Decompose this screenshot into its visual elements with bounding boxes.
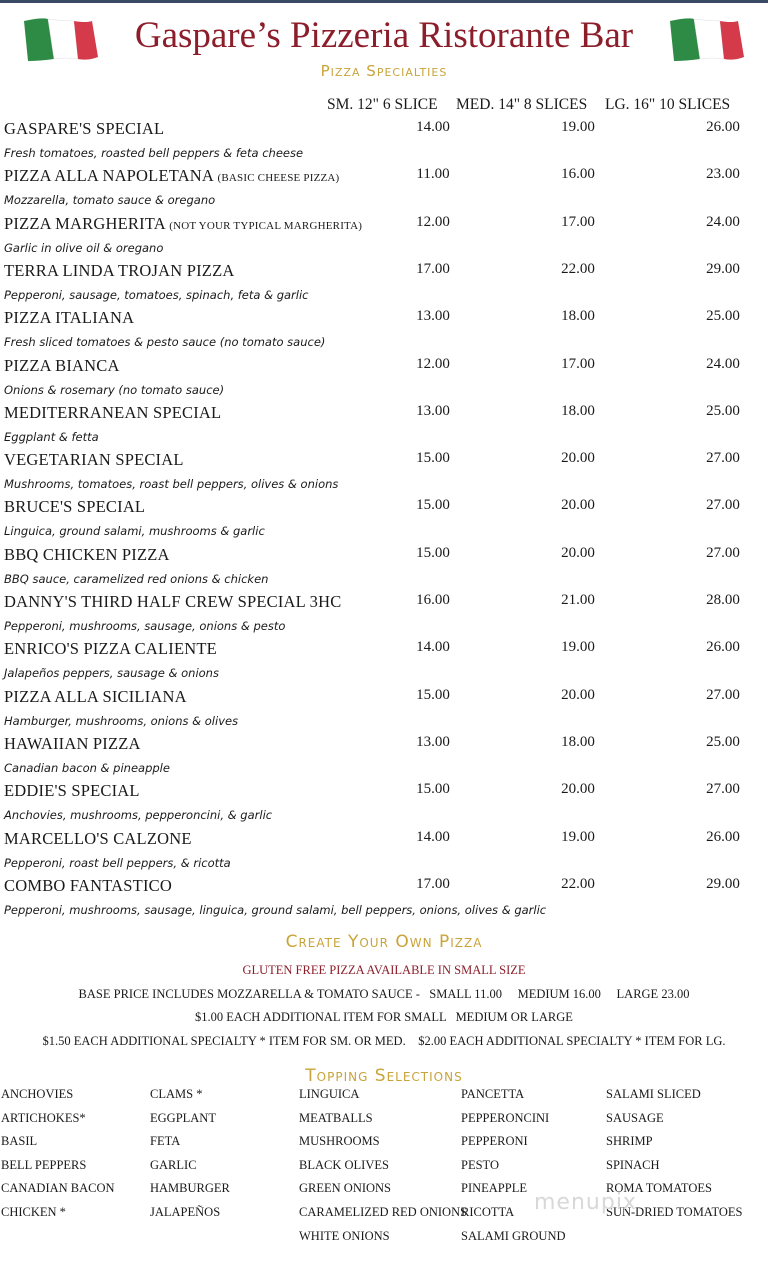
menu-item-description: Linguica, ground salami, mushrooms & garlic (4, 524, 265, 538)
menu-item-description: Onions & rosemary (no tomato sauce) (4, 383, 225, 397)
price-sm: 16.00 (416, 592, 450, 608)
menu-item-name (4, 166, 339, 186)
menu-item-note: (NOT YOUR TYPICAL MARGHERITA) (169, 220, 363, 232)
menu-item-name-text: GASPARE'S SPECIAL (4, 119, 165, 138)
topping-item: BASIL (1, 1134, 38, 1148)
price-sm: 12.00 (416, 356, 450, 372)
menu-item-row (0, 403, 768, 425)
size-header-large: LG. 16" 10 SLICES (605, 96, 731, 113)
menu-item-name-text: BRUCE'S SPECIAL (4, 497, 146, 516)
size-header-small: SM. 12" 6 SLICE (327, 96, 438, 113)
menu-item-description: Pepperoni, mushrooms, sausage, linguica, ground salami, bell peppers, onions, olives & garlic (4, 903, 547, 917)
price-med: 21.00 (561, 592, 595, 608)
menu-item-description: Hamburger, mushrooms, onions & olives (4, 714, 239, 728)
menu-item-note: (BASIC CHEESE PIZZA) (217, 172, 340, 184)
menu-item-row (0, 450, 768, 472)
price-lg: 27.00 (706, 545, 740, 561)
menu-item-description: Mushrooms, tomatoes, roast bell peppers, olives & onions (4, 477, 339, 491)
section-title-pizza-specialties: Pizza Specialties (320, 62, 448, 80)
additional-item-info: $1.00 EACH ADDITIONAL ITEM FOR SMALL MEDIUM OR LARGE (195, 1010, 573, 1024)
topping-item: HAMBURGER (150, 1181, 230, 1195)
topping-item: MEATBALLS (299, 1111, 373, 1125)
menu-item-row (0, 687, 768, 709)
topping-item: BELL PEPPERS (1, 1158, 87, 1172)
topping-item: BLACK OLIVES (299, 1158, 389, 1172)
menu-item-name-text: COMBO FANTASTICO (4, 876, 172, 895)
menu-item-name (4, 876, 172, 896)
menu-item-name-text: TERRA LINDA TROJAN PIZZA (4, 261, 235, 280)
menu-item-description: Fresh tomatoes, roasted bell peppers & feta cheese (4, 146, 304, 160)
menu-item-row (0, 592, 768, 614)
menu-item-row (0, 876, 768, 898)
menu-item-name (4, 829, 192, 849)
restaurant-title: Gaspare’s Pizzeria Ristorante Bar (134, 15, 634, 56)
menu-item-row (0, 119, 768, 141)
price-med: 19.00 (561, 639, 595, 655)
size-column-headers (0, 96, 768, 116)
menu-item-name-text: DANNY'S THIRD HALF CREW SPECIAL 3HC (4, 592, 342, 611)
topping-item: SHRIMP (606, 1134, 653, 1148)
menu-item-name (4, 356, 120, 376)
topping-item: ARTICHOKES* (1, 1111, 86, 1125)
menu-item-name-text: HAWAIIAN PIZZA (4, 734, 141, 753)
price-sm: 13.00 (416, 308, 450, 324)
topping-item: PEPPERONCINI (461, 1111, 550, 1125)
price-lg: 27.00 (706, 450, 740, 466)
menu-item-description: Mozzarella, tomato sauce & oregano (4, 193, 216, 207)
topping-item: FETA (150, 1134, 181, 1148)
menu-item-row (0, 545, 768, 567)
price-med: 16.00 (561, 166, 595, 182)
price-lg: 25.00 (706, 734, 740, 750)
price-lg: 27.00 (706, 687, 740, 703)
menu-item-row (0, 497, 768, 519)
price-sm: 15.00 (416, 545, 450, 561)
menu-item-name (4, 119, 164, 139)
size-header-medium: MED. 14" 8 SLICES (456, 96, 588, 113)
topping-item: ANCHOVIES (1, 1087, 74, 1101)
menu-item-name-text: EDDIE'S SPECIAL (4, 781, 140, 800)
menu-item-description: Garlic in olive oil & oregano (4, 241, 164, 255)
price-lg: 26.00 (706, 829, 740, 845)
gluten-free-note: GLUTEN FREE PIZZA AVAILABLE IN SMALL SIZE (242, 963, 526, 977)
topping-item: GREEN ONIONS (299, 1181, 392, 1195)
menu-item-name (4, 639, 217, 659)
topping-item: SALAMI SLICED (606, 1087, 701, 1101)
menu-item-description: Pepperoni, sausage, tomatoes, spinach, feta & garlic (4, 288, 309, 302)
price-lg: 24.00 (706, 214, 740, 230)
menu-item-name-text: MARCELLO'S CALZONE (4, 829, 192, 848)
price-med: 22.00 (561, 876, 595, 892)
price-med: 22.00 (561, 261, 595, 277)
topping-item: CANADIAN BACON (1, 1181, 115, 1195)
menu-item-row (0, 639, 768, 661)
price-sm: 12.00 (416, 214, 450, 230)
price-sm: 14.00 (416, 829, 450, 845)
menu-item-name (4, 781, 140, 801)
specialty-item-info: $1.50 EACH ADDITIONAL SPECIALTY * ITEM FOR SM. OR MED. $2.00 EACH ADDITIONAL SPECIALTY * ITEM FOR LG. (42, 1034, 726, 1048)
menu-item-name (4, 308, 134, 328)
topping-item: WHITE ONIONS (299, 1229, 390, 1243)
price-lg: 29.00 (706, 876, 740, 892)
price-sm: 15.00 (416, 781, 450, 797)
menu-item-name (4, 450, 184, 470)
menu-item-name-text: PIZZA ALLA NAPOLETANA (4, 166, 214, 185)
topping-item: PINEAPPLE (461, 1181, 527, 1195)
base-price-info: BASE PRICE INCLUDES MOZZARELLA & TOMATO SAUCE - SMALL 11.00 MEDIUM 16.00 LARGE 23.00 (78, 987, 690, 1001)
topping-item: SAUSAGE (606, 1111, 664, 1125)
price-med: 18.00 (561, 403, 595, 419)
menu-item-name (4, 734, 141, 754)
price-lg: 27.00 (706, 781, 740, 797)
menu-item-row (0, 214, 768, 236)
menu-item-description: Jalapeños peppers, sausage & onions (4, 666, 219, 680)
topping-item: CHICKEN * (1, 1205, 66, 1219)
price-sm: 13.00 (416, 403, 450, 419)
price-lg: 23.00 (706, 166, 740, 182)
menu-item-description: Eggplant & fetta (4, 430, 99, 444)
topping-item: SALAMI GROUND (461, 1229, 566, 1243)
price-sm: 17.00 (416, 876, 450, 892)
menu-item-row (0, 734, 768, 756)
menu-item-description: Fresh sliced tomatoes & pesto sauce (no tomato sauce) (4, 335, 326, 349)
price-lg: 24.00 (706, 356, 740, 372)
price-lg: 27.00 (706, 497, 740, 513)
price-sm: 15.00 (416, 687, 450, 703)
menu-item-name (4, 403, 221, 423)
menu-item-name-text: MEDITERRANEAN SPECIAL (4, 403, 222, 422)
topping-item: CLAMS * (150, 1087, 203, 1101)
topping-item: PESTO (461, 1158, 499, 1172)
menu-item-row (0, 781, 768, 803)
menu-item-name-text: ENRICO'S PIZZA CALIENTE (4, 639, 217, 658)
price-med: 20.00 (561, 545, 595, 561)
price-med: 20.00 (561, 781, 595, 797)
top-border (0, 0, 768, 3)
menu-item-name-text: PIZZA MARGHERITA (4, 214, 165, 233)
menu-item-name (4, 545, 170, 565)
price-med: 19.00 (561, 829, 595, 845)
menu-item-name (4, 592, 341, 612)
menu-item-name-text: VEGETARIAN SPECIAL (4, 450, 184, 469)
menu-item-name-text: PIZZA ALLA SICILIANA (4, 687, 187, 706)
price-med: 20.00 (561, 687, 595, 703)
price-med: 18.00 (561, 308, 595, 324)
menu-item-name (4, 497, 145, 517)
price-lg: 25.00 (706, 403, 740, 419)
menu-item-description: Pepperoni, roast bell peppers, & ricotta (4, 856, 231, 870)
topping-item: PANCETTA (461, 1087, 525, 1101)
section-title-create-your-own: Create Your Own Pizza (285, 932, 483, 952)
menu-item-row (0, 308, 768, 330)
menu-item-name-text: BBQ CHICKEN PIZZA (4, 545, 170, 564)
price-sm: 14.00 (416, 639, 450, 655)
price-sm: 15.00 (416, 497, 450, 513)
watermark: menupix (534, 1190, 637, 1215)
menu-item-row (0, 261, 768, 283)
topping-item: SUN-DRIED TOMATOES (606, 1205, 743, 1219)
menu-item-row (0, 829, 768, 851)
menu-item-description: Anchovies, mushrooms, pepperoncini, & garlic (4, 808, 273, 822)
section-title-toppings: Topping Selections (305, 1066, 463, 1086)
menu-item-name-text: PIZZA BIANCA (4, 356, 120, 375)
price-lg: 25.00 (706, 308, 740, 324)
price-lg: 28.00 (706, 592, 740, 608)
price-med: 17.00 (561, 214, 595, 230)
topping-item: EGGPLANT (150, 1111, 216, 1125)
price-med: 20.00 (561, 497, 595, 513)
price-med: 19.00 (561, 119, 595, 135)
topping-item: CARAMELIZED RED ONIONS (299, 1205, 468, 1219)
price-lg: 29.00 (706, 261, 740, 277)
menu-item-name (4, 687, 187, 707)
topping-item: JALAPEÑOS (150, 1205, 221, 1219)
menu-item-description: Canadian bacon & pineapple (4, 761, 170, 775)
price-med: 20.00 (561, 450, 595, 466)
price-med: 17.00 (561, 356, 595, 372)
price-sm: 11.00 (416, 166, 450, 182)
price-lg: 26.00 (706, 119, 740, 135)
menu-item-row (0, 166, 768, 188)
topping-item: MUSHROOMS (299, 1134, 380, 1148)
price-sm: 17.00 (416, 261, 450, 277)
price-med: 18.00 (561, 734, 595, 750)
topping-item: PEPPERONI (461, 1134, 528, 1148)
menu-item-name (4, 261, 234, 281)
menu-item-description: Pepperoni, mushrooms, sausage, onions & pesto (4, 619, 286, 633)
price-sm: 15.00 (416, 450, 450, 466)
menu-item-row (0, 356, 768, 378)
price-lg: 26.00 (706, 639, 740, 655)
menu-item-name (4, 214, 362, 234)
price-sm: 13.00 (416, 734, 450, 750)
menu-item-description: BBQ sauce, caramelized red onions & chicken (4, 572, 269, 586)
topping-item: SPINACH (606, 1158, 660, 1172)
topping-item: GARLIC (150, 1158, 197, 1172)
price-sm: 14.00 (416, 119, 450, 135)
topping-item: RICOTTA (461, 1205, 515, 1219)
topping-item: ROMA TOMATOES (606, 1181, 712, 1195)
menu-item-name-text: PIZZA ITALIANA (4, 308, 135, 327)
topping-item: LINGUICA (299, 1087, 360, 1101)
